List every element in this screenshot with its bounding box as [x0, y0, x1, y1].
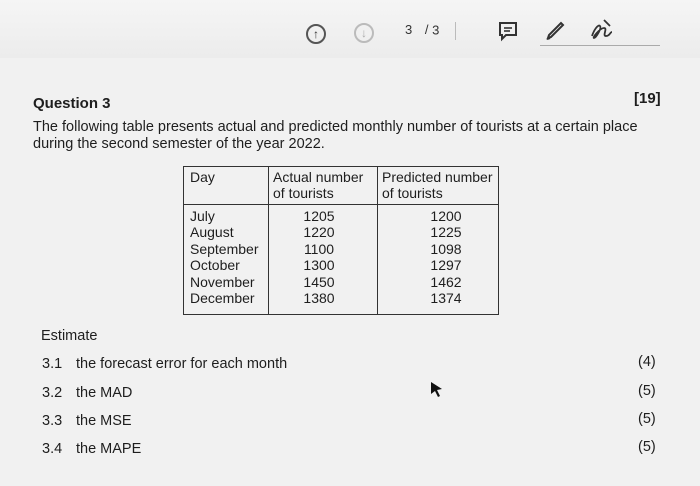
subquestion-marks: (5) [638, 383, 656, 399]
current-page[interactable]: 3 [405, 22, 413, 38]
day-column [184, 205, 269, 315]
actual-cell: 1100 [303, 240, 335, 257]
question-title: Question 3 [33, 95, 111, 112]
day-cell: September [190, 240, 259, 257]
pdf-toolbar [0, 0, 700, 58]
question-intro: The following table presents actual and predicted monthly number of tourists at a certain place during the second semester of the year 2022. [33, 119, 638, 152]
actual-cell: 1450 [303, 273, 335, 290]
total-marks: [19] [634, 90, 661, 107]
mouse-cursor-icon [430, 381, 444, 404]
actual-cell: 1205 [303, 208, 335, 224]
subquestion-text: the forecast error for each month [76, 356, 288, 372]
subquestion-number: 3.2 [42, 385, 63, 401]
actual-column [269, 205, 378, 315]
subquestion [42, 385, 132, 401]
subquestion-number: 3.3 [42, 413, 63, 429]
subquestion [42, 356, 287, 372]
page-down-icon[interactable]: ↓ [354, 23, 374, 43]
page-separator: / [424, 22, 429, 38]
toolbar-divider [455, 22, 456, 40]
predicted-cell: 1200 [430, 208, 462, 224]
predicted-column [378, 205, 499, 315]
subquestion-number: 3.1 [42, 356, 63, 372]
predicted-cell: 1374 [430, 289, 462, 306]
header-actual: Actual number of tourists [269, 167, 378, 205]
predicted-cell: 1098 [430, 240, 462, 257]
subquestion-text: the MAPE [76, 441, 142, 457]
table-header-row [184, 167, 499, 205]
predicted-cell: 1225 [430, 224, 462, 241]
comment-icon[interactable] [497, 20, 519, 42]
actual-cell: 1300 [303, 257, 335, 274]
header-predicted: Predicted number of tourists [378, 167, 499, 205]
day-cell: December [190, 289, 255, 306]
tourists-table [183, 166, 499, 315]
actual-cell: 1380 [303, 289, 335, 306]
subquestion-text: the MSE [76, 413, 132, 429]
page-indicator [402, 22, 456, 40]
total-pages: 3 [432, 22, 440, 38]
highlight-pen-icon[interactable] [544, 18, 568, 42]
subquestion-text: the MAD [76, 385, 133, 401]
predicted-cell: 1297 [430, 257, 462, 274]
subquestion [42, 441, 141, 457]
sign-icon[interactable] [588, 16, 618, 44]
predicted-cell: 1462 [430, 273, 462, 290]
day-cell: August [190, 224, 234, 241]
actual-cell: 1220 [303, 224, 335, 241]
header-day: Day [184, 167, 269, 205]
subquestion-marks: (4) [638, 354, 656, 370]
subquestion [42, 413, 132, 429]
subquestion-marks: (5) [638, 411, 656, 427]
estimate-label: Estimate [41, 328, 98, 344]
subquestion-marks: (5) [638, 439, 656, 455]
day-cell: October [190, 257, 240, 274]
toolbar-rule [540, 45, 660, 46]
day-cell: November [190, 273, 255, 290]
day-cell: July [190, 208, 215, 224]
page-up-icon[interactable]: ↑ [306, 24, 326, 44]
table-body-row [184, 205, 499, 315]
subquestion-number: 3.4 [42, 441, 63, 457]
